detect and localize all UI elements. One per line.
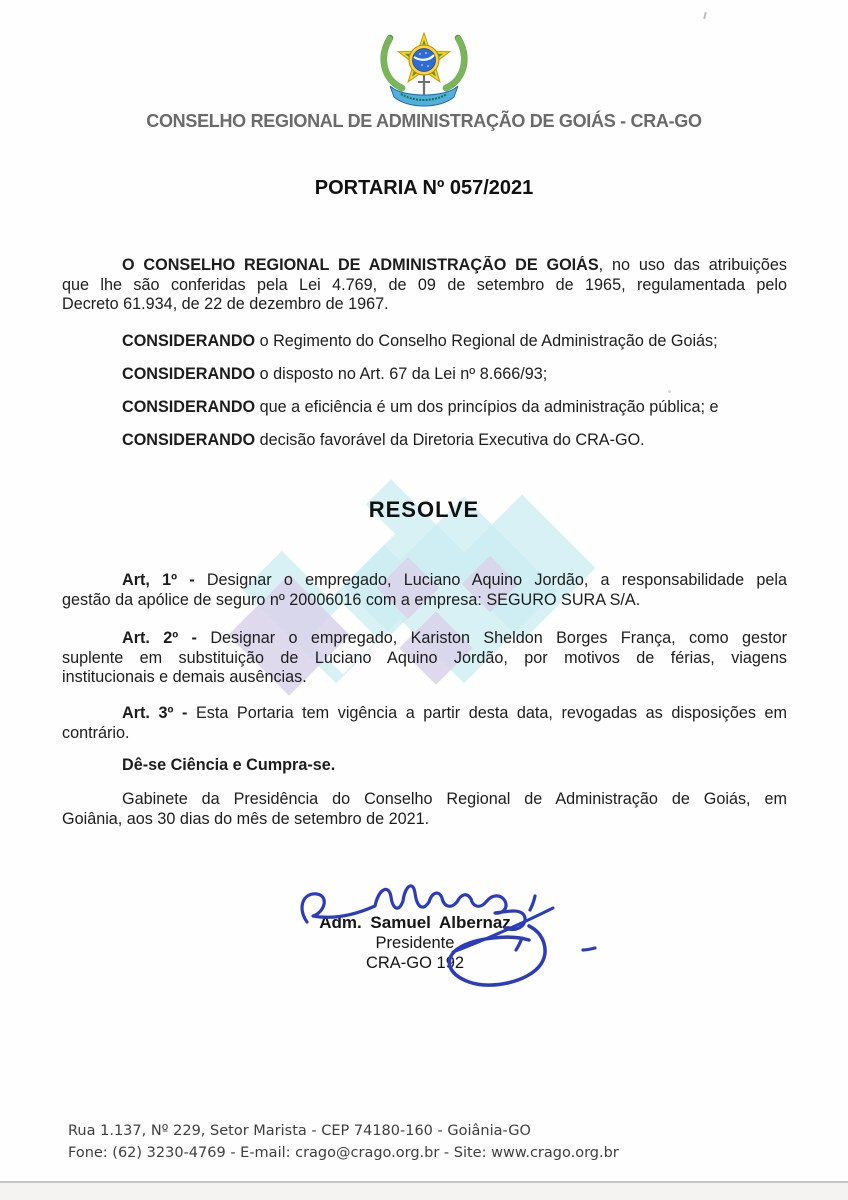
article-text: Esta Portaria tem vigência a partir desta data, revogadas as disposições em	[195, 704, 787, 722]
organization-name: CONSELHO REGIONAL DE ADMINISTRAÇÃO DE GOIÁS - CRA-GO	[146, 111, 702, 131]
article-label: Art, 1º -	[122, 571, 195, 589]
article-label: Art. 3º -	[122, 704, 188, 722]
article-3-line-2: contrário.	[62, 723, 130, 742]
gabinete-line-2: Goiânia, aos 30 dias do mês de setembro de 2021.	[62, 809, 430, 828]
gabinete-paragraph	[62, 790, 787, 829]
preamble-line-2: que lhe são conferidas pela Lei 4.769, de 09 de setembro de 1965, regulamentada pelo	[62, 275, 787, 294]
consideration-label: CONSIDERANDO	[122, 431, 256, 449]
article-2	[62, 629, 787, 688]
article-2-line-2: suplente em substituição de Luciano Aquino Jordão, por motivos de férias, viagens	[62, 648, 787, 667]
article-3	[62, 704, 787, 743]
footer-contacts: Fone: (62) 3230-4769 - E-mail: crago@crago.org.br - Site: www.crago.org.br	[68, 1145, 619, 1161]
article-text: Designar o empregado, Luciano Aquino Jordão, a responsabilidade pela	[206, 571, 787, 589]
signer-role: Presidente	[375, 934, 455, 952]
preamble-bold: O CONSELHO REGIONAL DE ADMINISTRAÇÃO DE GOIÁS	[122, 256, 599, 274]
consideration-4	[62, 431, 847, 451]
document-title: PORTARIA Nº 057/2021	[314, 177, 534, 199]
consideration-label: CONSIDERANDO	[122, 332, 256, 350]
footer-address: Rua 1.137, Nº 229, Setor Marista - CEP 74180-160 - Goiânia-GO	[68, 1123, 531, 1139]
closing-formula: Dê-se Ciência e Cumpra-se.	[122, 756, 336, 774]
consideration-text: decisão favorável da Diretoria Executiva do CRA-GO.	[259, 431, 645, 449]
article-1-line-2: gestão da apólice de seguro nº 20006016 com a empresa: SEGURO SURA S/A.	[62, 590, 641, 609]
consideration-2	[62, 365, 847, 385]
gabinete-line-1: Gabinete da Presidência do Conselho Regional de Administração de Goiás, em	[122, 790, 787, 808]
preamble-line-1	[62, 256, 787, 276]
scan-artifact	[668, 390, 671, 393]
article-1-line-1	[62, 571, 787, 591]
consideration-label: CONSIDERANDO	[122, 365, 256, 383]
resolve-heading: RESOLVE	[368, 497, 480, 522]
scan-background	[0, 1183, 848, 1200]
preamble-paragraph	[62, 256, 787, 315]
article-3-line-1	[62, 704, 787, 724]
article-2-line-3: institucionais e demais ausências.	[62, 668, 307, 686]
consideration-label: CONSIDERANDO	[122, 398, 256, 416]
consideration-3	[62, 398, 847, 418]
signer-name: Adm. Samuel Albernaz	[319, 913, 511, 932]
letterhead-footer	[68, 1120, 788, 1164]
consideration-text: que a eficiência é um dos princípios da administração pública; e	[259, 398, 719, 416]
article-text: Designar o empregado, Kariston Sheldon Borges França, como gestor	[210, 629, 787, 647]
consideration-text: o Regimento do Conselho Regional de Administração de Goiás;	[259, 332, 718, 350]
scan-artifact	[703, 12, 707, 19]
signer-registry: CRA-GO 192	[365, 954, 465, 972]
preamble-rest: , no uso das atribuições	[598, 256, 787, 274]
preamble-line-3: Decreto 61.934, de 22 de dezembro de 1967.	[62, 295, 389, 313]
article-label: Art. 2º -	[122, 629, 197, 647]
consideration-text: o disposto no Art. 67 da Lei nº 8.666/93;	[259, 365, 548, 383]
article-1	[62, 571, 787, 610]
handwritten-signature	[285, 864, 605, 1004]
brazil-coat-of-arms-icon	[368, 24, 480, 110]
article-2-line-1	[62, 629, 787, 649]
consideration-1	[62, 332, 847, 352]
